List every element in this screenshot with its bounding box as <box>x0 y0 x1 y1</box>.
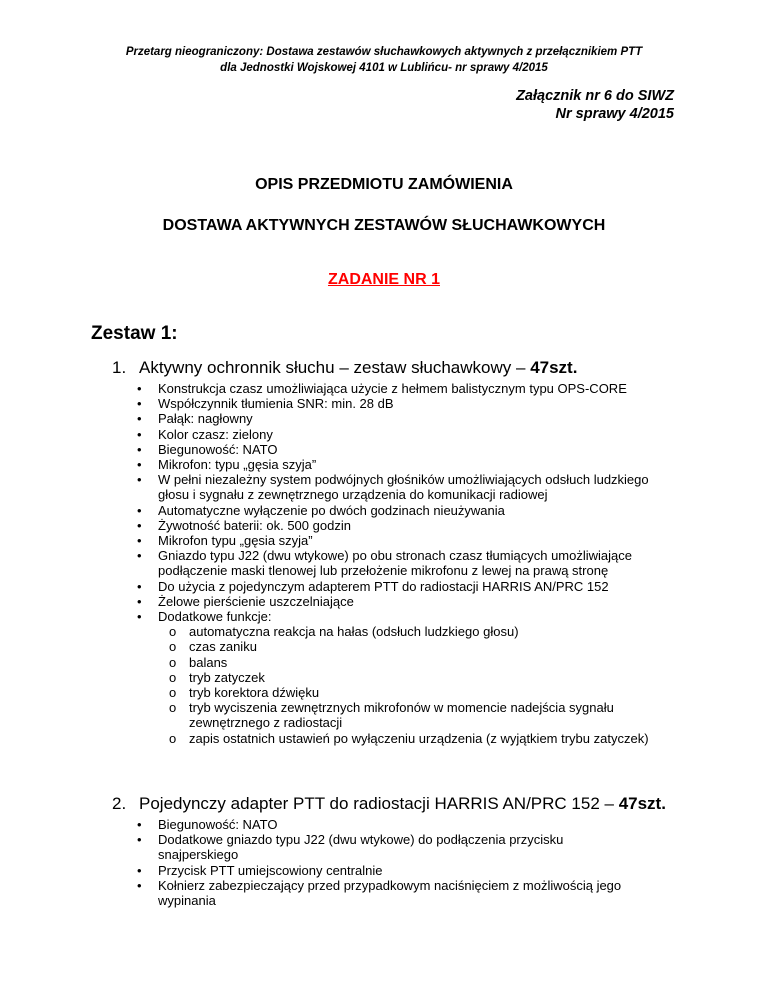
sub-list-item: o balans <box>169 654 228 670</box>
attachment-line-2: Nr sprawy 4/2015 <box>555 106 674 122</box>
bullet-icon: • <box>137 457 142 473</box>
sub-list-item: o tryb zatyczek <box>169 669 265 685</box>
list-item: • Gniazdo typu J22 (dwu wtykowe) po obu stronach czasz tłumiących umożliwiające podłączenie maski tlenowej lub przełożenie mikrofonu z lewej na prawą stronę <box>137 548 632 579</box>
bullet-icon: • <box>137 609 142 625</box>
section-2-title-text: Pojedynczy adapter PTT do radiostacji HARRIS AN/PRC 152 – <box>139 794 619 813</box>
bullet-icon: • <box>137 548 142 564</box>
section-1 <box>112 357 712 746</box>
section-2-quantity: 47szt. <box>618 794 666 813</box>
section-2-title <box>112 793 712 815</box>
section-1-list <box>112 381 712 746</box>
sub-list-item: o tryb wyciszenia zewnętrznych mikrofonów w momencie nadejścia sygnału zewnętrznego z radiostacji <box>169 700 614 731</box>
sub-list-item: o czas zaniku <box>169 639 257 655</box>
list-item: • Przycisk PTT umiejscowiony centralnie <box>137 862 383 878</box>
section-2-number: 2. <box>112 794 127 813</box>
list-item: • W pełni niezależny system podwójnych głośników umożliwiających odsłuch ludzkiego głosu i sygnału z zewnętrznego urządzenia do komunikacji radiowej <box>137 472 649 503</box>
list-item: • Współczynnik tłumienia SNR: min. 28 dB <box>137 396 394 412</box>
set-heading: Zestaw 1: <box>91 323 178 344</box>
list-item: • Konstrukcja czasz umożliwiająca użycie z hełmem balistycznym typu OPS-CORE <box>137 381 627 396</box>
bullet-icon: • <box>137 533 142 549</box>
document-header <box>70 44 698 76</box>
list-item: • Mikrofon typu „gęsia szyja” <box>137 533 313 549</box>
bullet-icon: • <box>137 502 142 518</box>
circle-bullet-icon: o <box>169 669 177 685</box>
sub-list-item: o tryb korektora dźwięku <box>169 685 320 701</box>
list-item: • Biegunowość: NATO <box>137 441 278 457</box>
bullet-icon: • <box>137 877 142 893</box>
section-1-title <box>112 357 712 379</box>
sub-list-item: o automatyczna reakcja na hałas (odsłuch ludzkiego głosu) <box>169 624 519 640</box>
circle-bullet-icon: o <box>169 639 177 655</box>
header-line-2: dla Jednostki Wojskowej 4101 w Lublińcu- nr sprawy 4/2015 <box>220 62 548 74</box>
document-title: OPIS PRZEDMIOTU ZAMÓWIENIA <box>255 176 513 193</box>
bullet-icon: • <box>137 426 142 442</box>
bullet-icon: • <box>137 578 142 594</box>
list-item: • Automatyczne wyłączenie po dwóch godzinach nieużywania <box>137 502 505 518</box>
section-2-list <box>112 817 712 908</box>
bullet-icon: • <box>137 517 142 533</box>
task-heading: ZADANIE NR 1 <box>327 271 440 288</box>
bullet-icon: • <box>137 832 142 848</box>
circle-bullet-icon: o <box>169 654 177 670</box>
bullet-icon: • <box>137 396 142 412</box>
list-item: • Żelowe pierścienie uszczelniające <box>137 593 354 609</box>
attachment-line-1: Załącznik nr 6 do SIWZ <box>516 88 674 104</box>
header-line-1: Przetarg nieograniczony: Dostawa zestawów słuchawkowych aktywnych z przełącznikiem PTT <box>125 46 643 58</box>
bullet-icon: • <box>137 862 142 878</box>
list-item: • Dodatkowe gniazdo typu J22 (dwu wtykowe) do podłączenia przycisku snajperskiego <box>137 832 564 863</box>
sub-list <box>158 624 712 746</box>
bullet-icon: • <box>137 411 142 427</box>
bullet-icon: • <box>137 441 142 457</box>
list-item: • Pałąk: nagłowny <box>137 411 253 427</box>
bullet-icon: • <box>137 593 142 609</box>
circle-bullet-icon: o <box>169 685 177 701</box>
circle-bullet-icon: o <box>169 624 177 640</box>
section-1-quantity: 47szt. <box>530 358 578 377</box>
list-item: • Mikrofon: typu „gęsia szyja” <box>137 457 317 473</box>
section-1-number: 1. <box>112 358 127 377</box>
list-item: • Biegunowość: NATO <box>137 817 278 832</box>
attachment-label <box>516 87 674 123</box>
sub-list-item: o zapis ostatnich ustawień po wyłączeniu urządzenia (z wyjątkiem trybu zatyczek) <box>169 730 649 746</box>
list-item: • Kolor czasz: zielony <box>137 426 273 442</box>
document-subtitle: DOSTAWA AKTYWNYCH ZESTAWÓW SŁUCHAWKOWYCH <box>162 217 606 234</box>
list-item: • Do użycia z pojedynczym adapterem PTT do radiostacji HARRIS AN/PRC 152 <box>137 578 609 594</box>
section-1-title-text: Aktywny ochronnik słuchu – zestaw słuchawkowy – <box>139 358 531 377</box>
list-item: • Dodatkowe funkcje: o automatyczna reakcja na hałas (odsłuch ludzkiego głosu) o czas zaniku o balans o tryb zatyczek o tryb korektora dźwięku o tryb wyciszenia zewnętrznych mikrofonów w momencie nadejścia sygnału zewnętrznego z radiostacji o zapis ostatnich ustawień po wyłączeniu urządzenia (z wyjątkiem trybu zatyczek) <box>112 609 712 746</box>
circle-bullet-icon: o <box>169 730 177 746</box>
bullet-icon: • <box>137 381 142 396</box>
list-item: • Kołnierz zabezpieczający przed przypadkowym naciśnięciem z możliwością jego wypinania <box>137 877 622 909</box>
list-item: • Żywotność baterii: ok. 500 godzin <box>137 517 351 533</box>
circle-bullet-icon: o <box>169 700 177 716</box>
bullet-icon: • <box>137 817 142 832</box>
bullet-icon: • <box>137 472 142 488</box>
section-2 <box>112 793 712 908</box>
